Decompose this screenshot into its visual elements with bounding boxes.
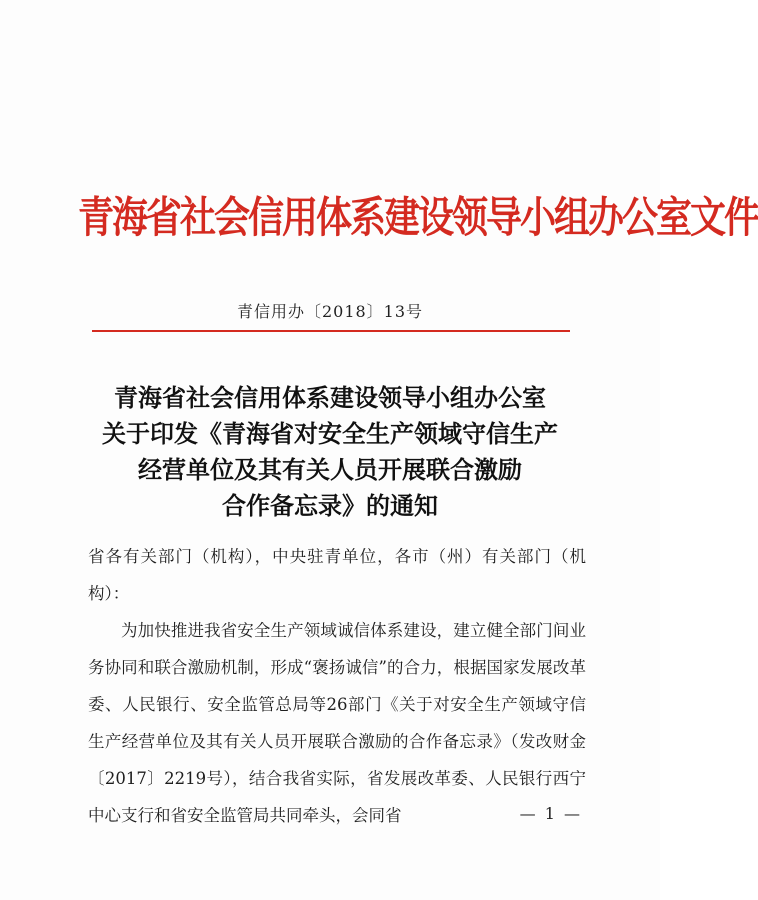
title-line: 青海省社会信用体系建设领导小组办公室 [114, 383, 546, 412]
addressee-line: 省各有关部门（机构），中央驻青单位，各市（州）有关部门（机构）： [88, 547, 586, 603]
document-number: 青信用办〔2018〕13号 [236, 302, 424, 321]
body-paragraph: 为加快推进我省安全生产领域诚信体系建设，建立健全部门间业务协同和联合激励机制，形成“褒扬诚信”的合力，根据国家发展改革委、人民银行、安全监管总局等26部门《关于对安全生产领域守信生产经营单位及其有关人员开展联合激励的合作备忘录》（发改财金〔2017〕2219号），结合我省实际，省发展改革委、人民银行西宁中心支行和省安全监管局共同牵头，会同省 [88, 621, 586, 825]
red-divider-line [92, 330, 570, 332]
title-line: 合作备忘录》的通知 [222, 491, 438, 520]
document-body [88, 538, 586, 834]
issuer-title: 青海省社会信用体系建设领导小组办公室文件 [78, 193, 758, 243]
title-line: 关于印发《青海省对安全生产领域守信生产 [102, 419, 558, 448]
page-number: — 1 — [519, 804, 582, 823]
document-title [60, 380, 600, 524]
title-line: 经营单位及其有关人员开展联合激励 [138, 455, 522, 484]
